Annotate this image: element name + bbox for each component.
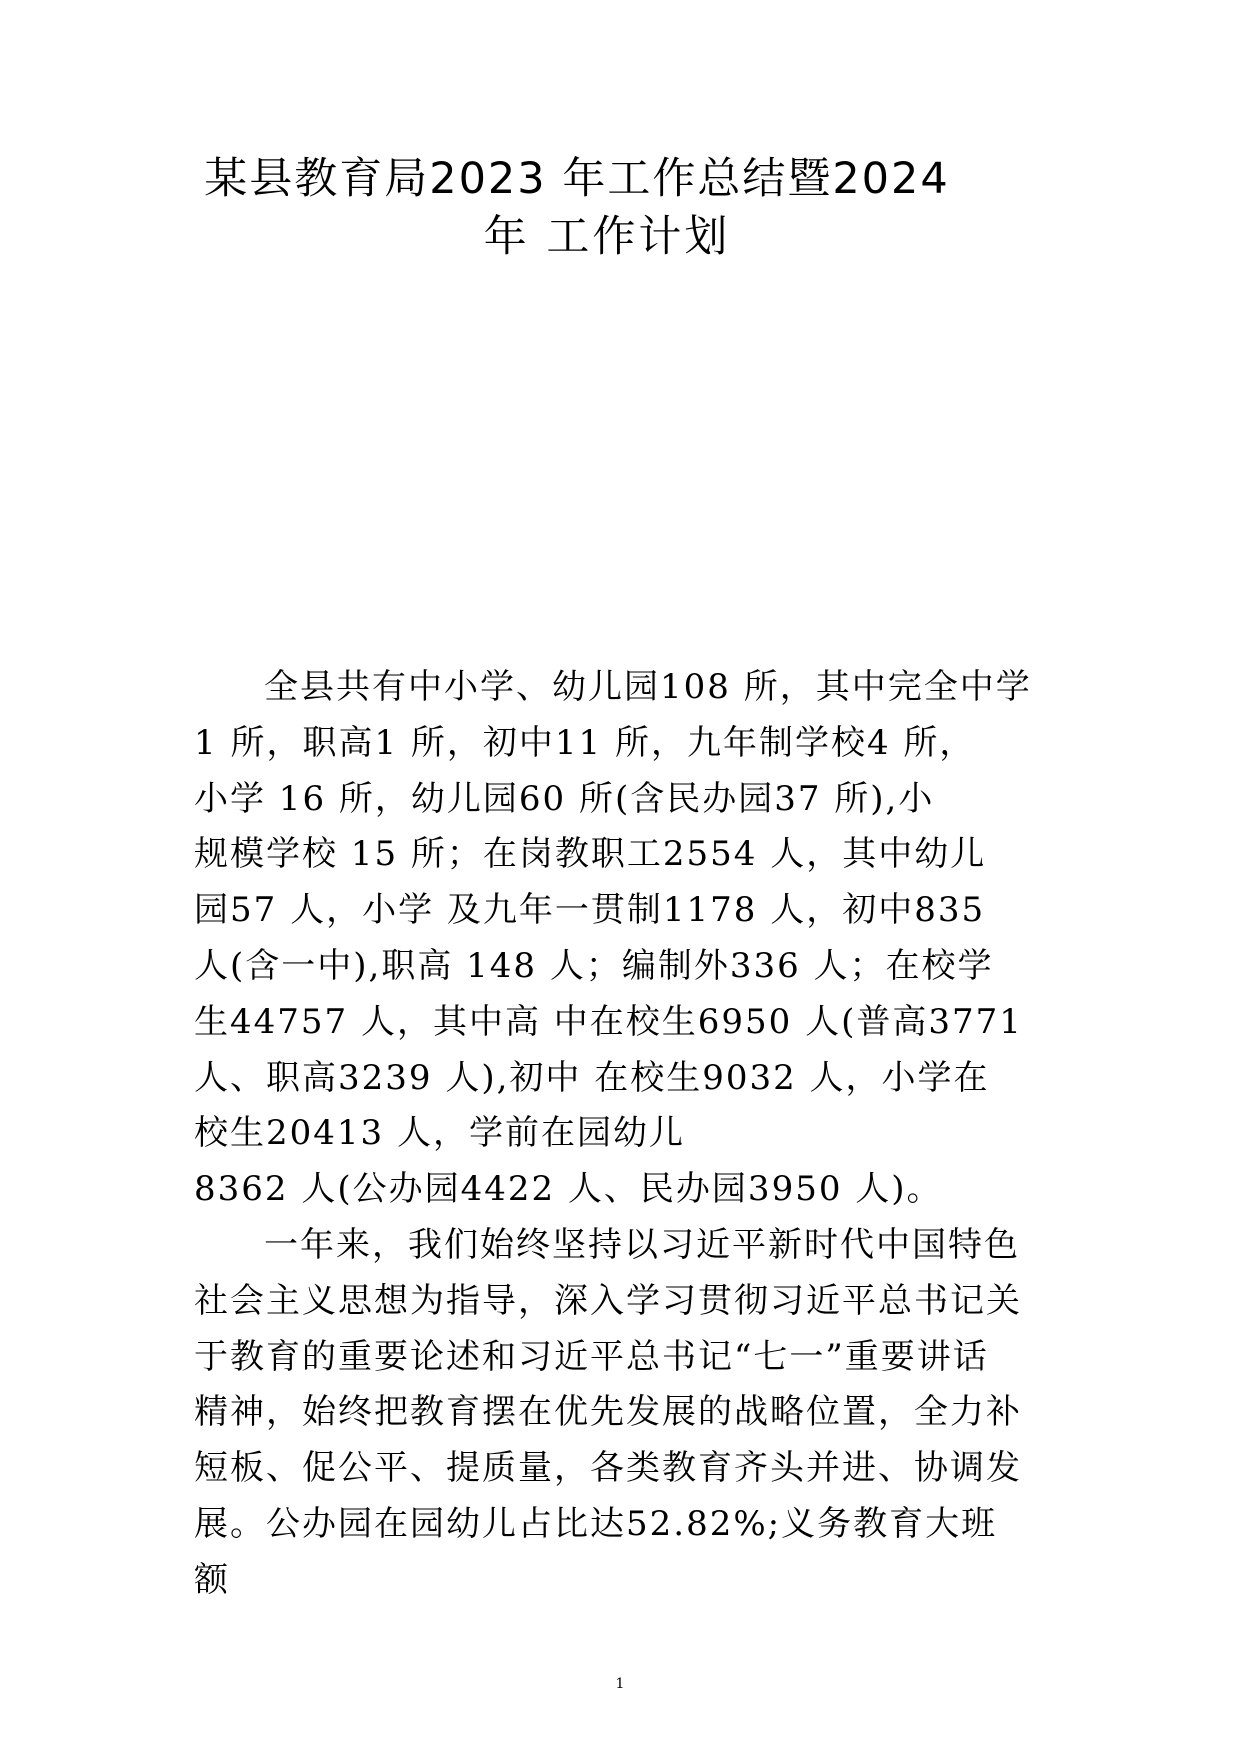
title-line-1: 某县教育局2023 年工作总结暨2024 (204, 154, 950, 204)
paragraph-line: 展。公办园在园幼儿占比达52.82%;义务教育大班 (194, 1503, 998, 1544)
paragraph-line: 人、职高3239 人),初中 在校生9032 人，小学在 (194, 1057, 990, 1098)
paragraph-line: 校生20413 人，学前在园幼儿 (194, 1113, 685, 1154)
paragraph-line: 一年来，我们始终坚持以习近平新时代中国特色 (264, 1224, 1020, 1265)
document-body (194, 660, 1074, 1609)
page-number: 1 (615, 1676, 625, 1692)
paragraph-line: 园57 人，小学 及九年一贯制1178 人，初中835 (194, 890, 986, 931)
paragraph-line: 小学 16 所，幼儿园60 所(含民办园37 所),小 (194, 778, 935, 819)
paragraph-line: 1 所，职高1 所，初中11 所，九年制学校4 所， (194, 722, 976, 763)
paragraph-line: 社会主义思想为指导，深入学习贯彻习近平总书记关 (194, 1280, 1022, 1321)
paragraph-school-statistics (194, 660, 1074, 1218)
paragraph-line: 规模学校 15 所；在岗教职工2554 人，其中幼儿 (194, 834, 987, 875)
paragraph-line: 8362 人(公办园4422 人、民办园3950 人)。 (194, 1169, 943, 1210)
title-line-2: 年 工作计划 (483, 212, 731, 262)
paragraph-line: 额 (194, 1559, 230, 1600)
paragraph-year-review (194, 1218, 1074, 1609)
document-title (0, 150, 1240, 266)
paragraph-line: 人(含一中),职高 148 人；编制外336 人；在校学 (194, 945, 994, 986)
paragraph-line: 精神，始终把教育摆在优先发展的战略位置，全力补 (194, 1392, 1022, 1433)
paragraph-line: 短板、促公平、提质量，各类教育齐头并进、协调发 (194, 1448, 1022, 1489)
paragraph-line: 生44757 人，其中高 中在校生6950 人(普高3771 (194, 1001, 1023, 1042)
paragraph-line: 全县共有中小学、幼儿园108 所，其中完全中学 (264, 667, 1032, 707)
paragraph-line: 于教育的重要论述和习近平总书记“七一”重要讲话 (194, 1336, 989, 1377)
